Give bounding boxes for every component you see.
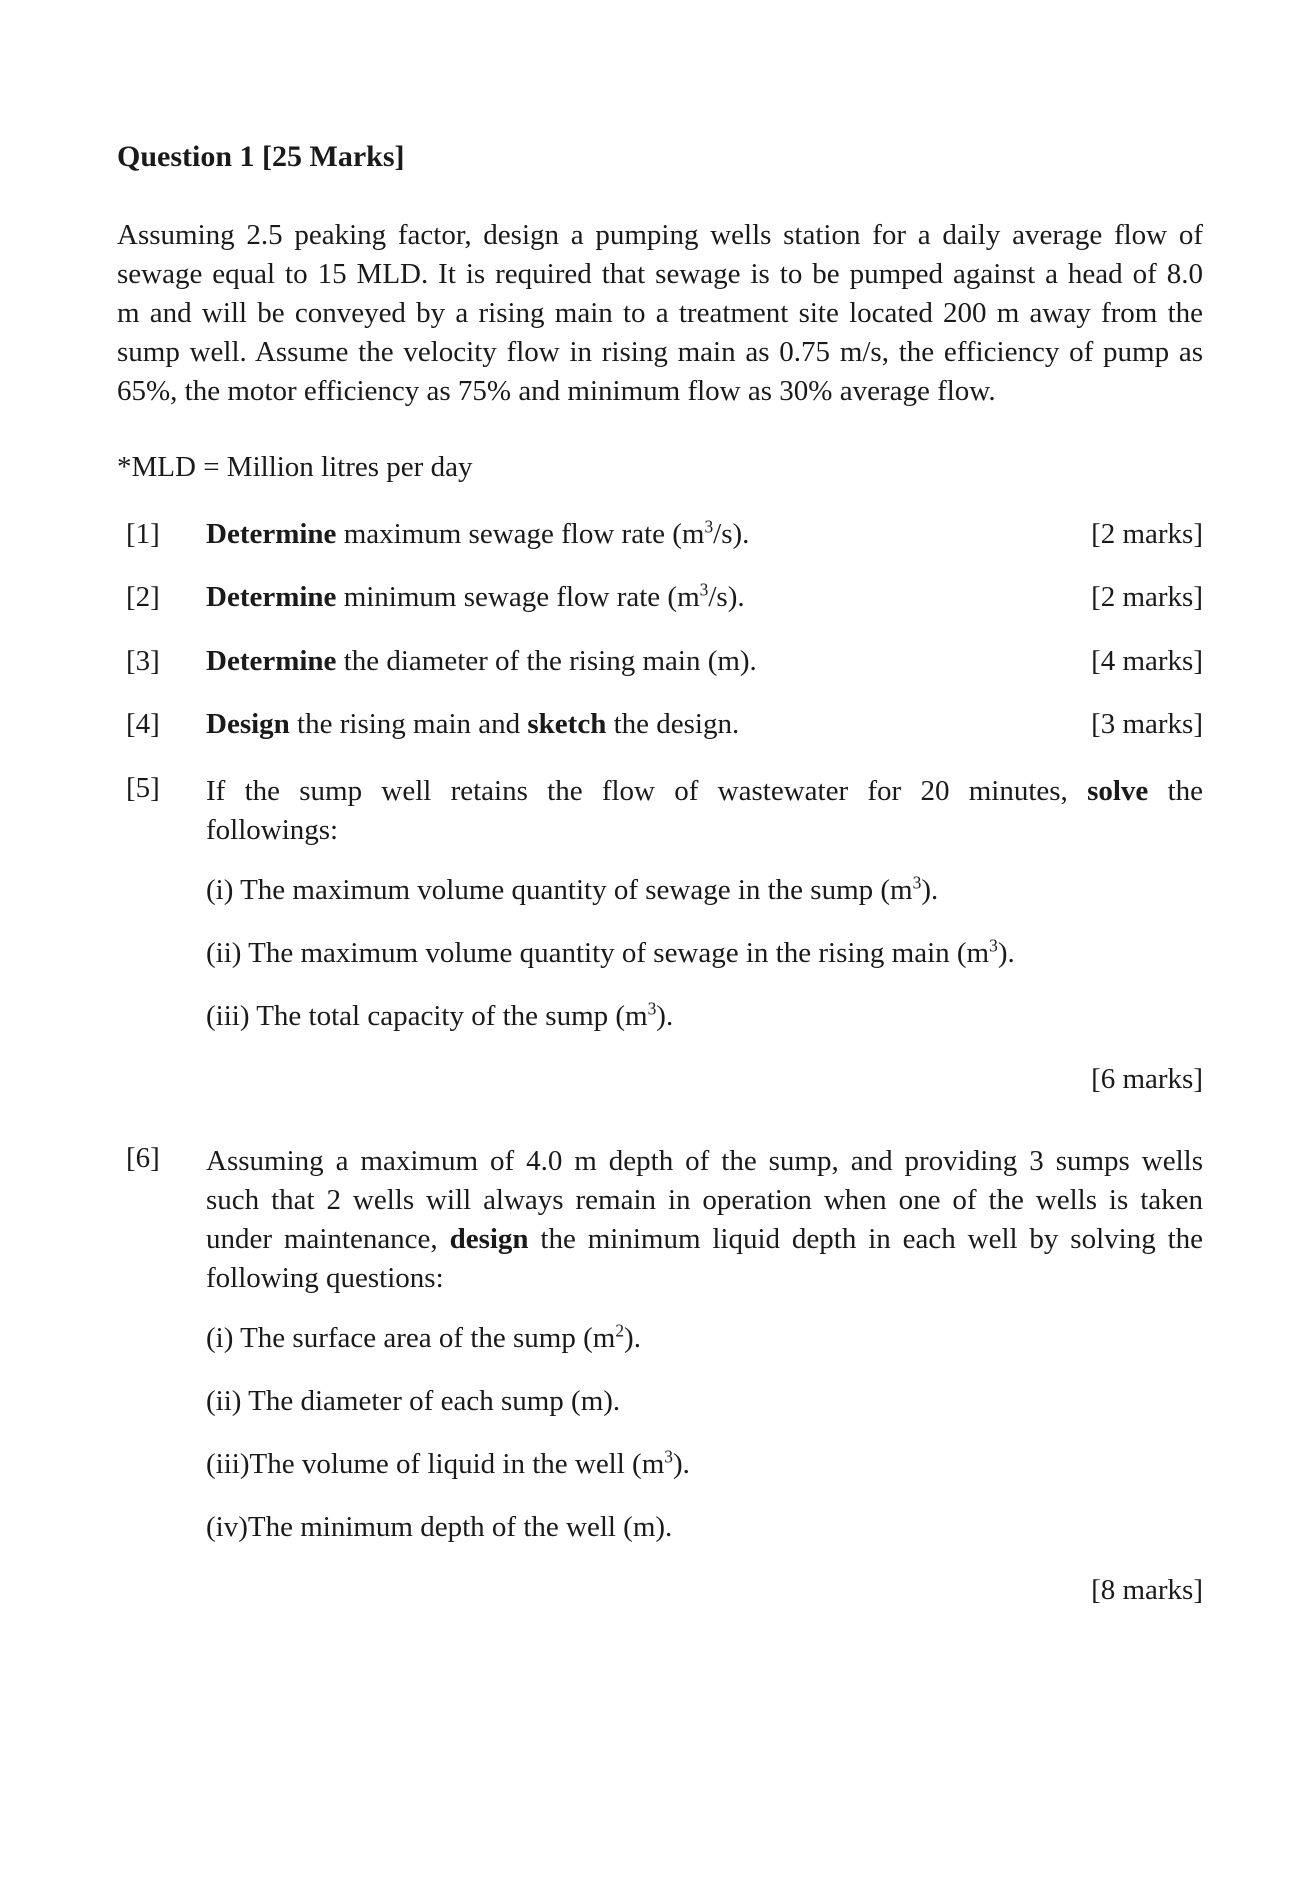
item-text bbox=[206, 581, 745, 614]
question-intro bbox=[117, 216, 1203, 411]
item-marks: [3 marks] bbox=[1091, 708, 1203, 740]
sub-question bbox=[206, 1322, 641, 1355]
sub-text: (ii) The maximum volume quantity of sewage in the rising main (m bbox=[206, 937, 990, 969]
item-sup: 3 bbox=[704, 516, 714, 537]
item-verb: Determine bbox=[206, 518, 337, 550]
item6-line bbox=[206, 1220, 1203, 1259]
item-rest: the diameter of the rising main (m). bbox=[336, 645, 757, 677]
item5-line1-pre: If the sump well retains the flow of wastewater for 20 minutes, bbox=[206, 775, 1088, 807]
sub-sup: 3 bbox=[664, 1446, 673, 1467]
item-number: [1] bbox=[126, 518, 160, 550]
sub-sup: 3 bbox=[989, 935, 998, 956]
item-number: [3] bbox=[126, 645, 160, 677]
intro-line: m and will be conveyed by a rising main to a treatment site located 200 m away from the bbox=[117, 297, 1203, 329]
sub-tail: ). bbox=[624, 1322, 641, 1354]
sub-sup: 3 bbox=[647, 998, 657, 1019]
sub-sup: 2 bbox=[615, 1320, 625, 1341]
item-verb: Determine bbox=[206, 581, 337, 613]
item-verb: Design bbox=[206, 708, 290, 740]
sub-tail: ). bbox=[921, 874, 939, 906]
item-marks: [8 marks] bbox=[1091, 1574, 1203, 1606]
item6-line: Assuming a maximum of 4.0 m depth of the sump, and providing 3 sumps wells bbox=[206, 1145, 1203, 1177]
mld-note: *MLD = Million litres per day bbox=[117, 451, 473, 483]
sub-question bbox=[206, 1385, 620, 1418]
item-rest: minimum sewage flow rate (m bbox=[336, 581, 700, 613]
item-number: [2] bbox=[126, 581, 160, 613]
sub-question bbox=[206, 937, 1015, 970]
question-title: Question 1 [25 Marks] bbox=[117, 140, 405, 173]
sub-question bbox=[206, 1511, 672, 1544]
sub-sup: 3 bbox=[912, 872, 922, 893]
sub-text: (iv)The minimum depth of the well (m). bbox=[206, 1511, 673, 1543]
item5-line: followings: bbox=[206, 814, 339, 846]
item-number: [4] bbox=[126, 708, 160, 740]
sub-text: (ii) The diameter of each sump (m). bbox=[206, 1385, 621, 1417]
item-tail: /s). bbox=[708, 581, 745, 613]
item5-line bbox=[206, 772, 1203, 811]
item-marks: [6 marks] bbox=[1091, 1063, 1203, 1095]
item-verb2: sketch bbox=[527, 708, 607, 740]
sub-text: (i) The maximum volume quantity of sewage in the sump (m bbox=[206, 874, 913, 906]
item-number: [6] bbox=[126, 1142, 160, 1174]
sub-tail: ). bbox=[656, 1000, 674, 1032]
item-text bbox=[206, 645, 757, 678]
sub-tail: ). bbox=[997, 937, 1015, 969]
item6-line3-pre: under maintenance, bbox=[206, 1223, 450, 1255]
item-text bbox=[206, 708, 739, 741]
item-rest: the rising main and bbox=[289, 708, 528, 740]
item6-line3-post: the minimum liquid depth in each well by solving the bbox=[528, 1223, 1204, 1255]
item-marks: [4 marks] bbox=[1091, 645, 1203, 677]
intro-line: sump well. Assume the velocity flow in rising main as 0.75 m/s, the efficiency of pump as bbox=[117, 336, 1203, 368]
intro-line: 65%, the motor efficiency as 75% and minimum flow as 30% average flow. bbox=[117, 375, 996, 407]
sub-text: (i) The surface area of the sump (m bbox=[206, 1322, 616, 1354]
item-text bbox=[206, 518, 749, 551]
item-marks: [2 marks] bbox=[1091, 581, 1203, 613]
item-number: [5] bbox=[126, 772, 160, 804]
sub-question bbox=[206, 874, 938, 907]
intro-line: Assuming 2.5 peaking factor, design a pumping wells station for a daily average flow of bbox=[117, 219, 1203, 251]
item-verb: Determine bbox=[206, 645, 337, 677]
sub-question bbox=[206, 1448, 690, 1481]
item6-line: following questions: bbox=[206, 1262, 444, 1294]
item5-line1-bold: solve bbox=[1087, 775, 1149, 807]
sub-tail: ). bbox=[672, 1448, 690, 1480]
item6-line: such that 2 wells will always remain in operation when one of the wells is taken bbox=[206, 1184, 1203, 1216]
item5-text bbox=[206, 772, 1203, 850]
sub-text: (iii)The volume of liquid in the well (m bbox=[206, 1448, 665, 1480]
item-rest: maximum sewage flow rate (m bbox=[336, 518, 705, 550]
item-tail: /s). bbox=[713, 518, 750, 550]
item5-line1-post: the bbox=[1148, 775, 1203, 807]
item6-line3-bold: design bbox=[449, 1223, 529, 1255]
sub-text: (iii) The total capacity of the sump (m bbox=[206, 1000, 648, 1032]
intro-line: sewage equal to 15 MLD. It is required that sewage is to be pumped against a head of 8.0 bbox=[117, 258, 1203, 290]
item6-text bbox=[206, 1142, 1203, 1298]
sub-question bbox=[206, 1000, 673, 1033]
item-tail: the design. bbox=[606, 708, 740, 740]
item-marks: [2 marks] bbox=[1091, 518, 1203, 550]
item-sup: 3 bbox=[699, 579, 709, 600]
